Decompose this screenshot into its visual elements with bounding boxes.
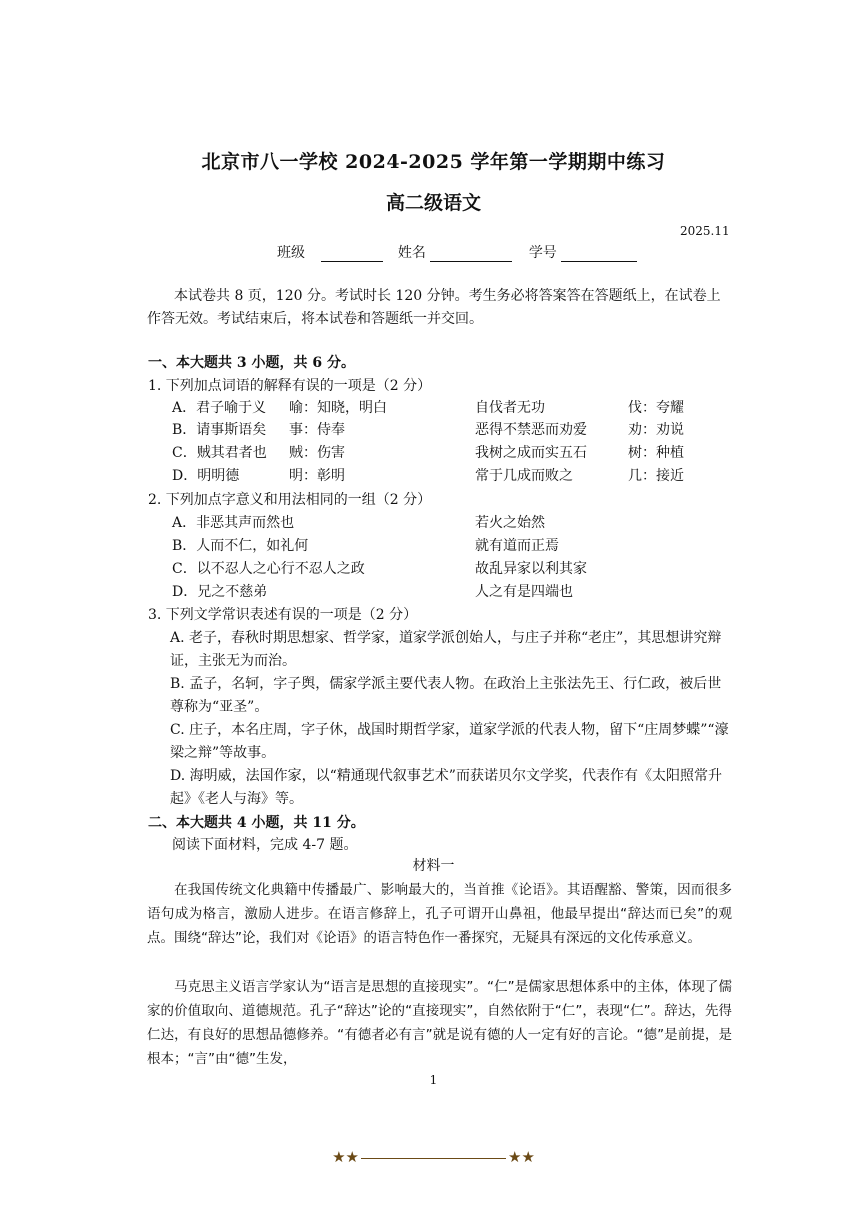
section2-instruction: 阅读下面材料，完成 4-7 题。 (172, 837, 358, 853)
material-title: 材料一 (412, 858, 455, 874)
exam-title: 北京市八一学校 2024-2025 学年第一学期期中练习 (201, 151, 666, 173)
q3-stem: 3. 下列文学常识表述有误的一项是（2 分） (148, 607, 418, 623)
q1-option-a: A．君子喻于义 (172, 400, 267, 416)
q2-option-c: C．以不忍人之心行不忍人之政 (172, 561, 365, 577)
exam-date: 2025.11 (680, 224, 730, 238)
q2-option-d-text2: 人之有是四端也 (475, 584, 573, 600)
q2-option-c-text2: 故乱异家以利其家 (475, 561, 587, 577)
id-label: 学号 (528, 245, 557, 261)
q1-option-a-gloss2: 伐：夸耀 (628, 400, 684, 416)
q1-option-a-text2: 自伐者无功 (475, 400, 545, 416)
id-blank[interactable] (561, 247, 637, 262)
name-label: 姓名 (397, 245, 426, 261)
q3-option-c: C. 庄子，本名庄周，字子休，战国时期哲学家，道家学派的代表人物，留下“庄周梦蝶”“濠梁之辩”等故事。 (170, 722, 729, 761)
footer-stars-left: ★★ (332, 1148, 359, 1166)
q3-option-b: B. 孟子，名轲，字子舆，儒家学派主要代表人物。在政治上主张法先王、行仁政，被后世尊称为“亚圣”。 (170, 676, 722, 715)
q1-option-a-gloss: 喻：知晓，明白 (289, 400, 387, 416)
q1-option-b-gloss: 事：侍奉 (289, 422, 345, 438)
q1-stem: 1. 下列加点词语的解释有误的一项是（2 分） (148, 378, 432, 394)
q1-option-d-gloss: 明：彰明 (289, 468, 345, 484)
q2-option-d: D．兄之不慈弟 (172, 584, 268, 600)
q3-option-d: D. 海明威，法国作家，以“精通现代叙事艺术”而获诺贝尔文学奖，代表作有《太阳照常升起》《老人与海》等。 (170, 768, 722, 807)
footer-divider (361, 1158, 506, 1159)
exam-instructions: 本试卷共 8 页，120 分。考试时长 120 分钟。考生务必将答案答在答题纸上，在试卷上作答无效。考试结束后，将本试卷和答题纸一并交回。 (147, 288, 721, 327)
q2-option-b: B．人而不仁，如礼何 (172, 538, 309, 554)
q2-stem: 2. 下列加点字意义和用法相同的一组（2 分） (148, 492, 432, 508)
q1-option-d-text2: 常于几成而败之 (475, 468, 573, 484)
class-label: 班级 (277, 245, 305, 261)
q1-option-c: C．贼其君者也 (172, 445, 267, 461)
footer-stars-right: ★★ (508, 1148, 535, 1166)
class-blank[interactable] (321, 247, 383, 262)
section2-heading: 二、本大题共 4 小题，共 11 分。 (148, 815, 365, 831)
material-paragraph-1: 在我国传统文化典籍中传播最广、影响最大的，当首推《论语》。其语醒豁、警策，因而很多语句成为格言，激励人进步。在语言修辞上，孔子可谓开山鼻祖，他最早提出“辞达而已矣”的观点。围绕“辞达”论，我们对《论语》的语言特色作一番探究，无疑具有深远的文化传承意义。 (147, 882, 732, 946)
footer-decoration (0, 1148, 867, 1166)
q2-option-b-text2: 就有道而正焉 (475, 538, 559, 554)
exam-subtitle: 高二级语文 (385, 192, 481, 214)
q1-option-d-gloss2: 几：接近 (628, 468, 684, 484)
q2-option-a: A．非恶其声而然也 (172, 515, 295, 531)
q1-option-d: D．明明德 (172, 468, 240, 484)
q3-option-a: A. 老子，春秋时期思想家、哲学家，道家学派创始人，与庄子并称“老庄”，其思想讲究辩证，主张无为而治。 (170, 630, 722, 669)
q1-option-b-text2: 恶得不禁恶而劝爱 (475, 422, 587, 438)
q1-option-c-gloss: 贼：伤害 (289, 445, 345, 461)
page-number: 1 (429, 1073, 438, 1087)
student-info-line (277, 242, 637, 262)
material-paragraph-2: 马克思主义语言学家认为“语言是思想的直接现实”。“仁”是儒家思想体系中的主体，体现了儒家的价值取向、道德规范。孔子“辞达”论的“直接现实”，自然依附于“仁”，表现“仁”。辞达，先得仁达，有良好的思想品德修养。“有德者必有言”就是说有德的人一定有好的言论。“德”是前提，是根本；“言”由“德”生发， (147, 979, 732, 1067)
q1-option-b: B．请事斯语矣 (172, 422, 267, 438)
q2-option-a-text2: 若火之始然 (475, 515, 545, 531)
q1-option-b-gloss2: 劝：劝说 (628, 422, 684, 438)
name-blank[interactable] (430, 247, 512, 262)
q1-option-c-gloss2: 树：种植 (628, 445, 684, 461)
section1-heading: 一、本大题共 3 小题，共 6 分。 (148, 355, 355, 371)
q1-option-c-text2: 我树之成而实五石 (475, 445, 587, 461)
